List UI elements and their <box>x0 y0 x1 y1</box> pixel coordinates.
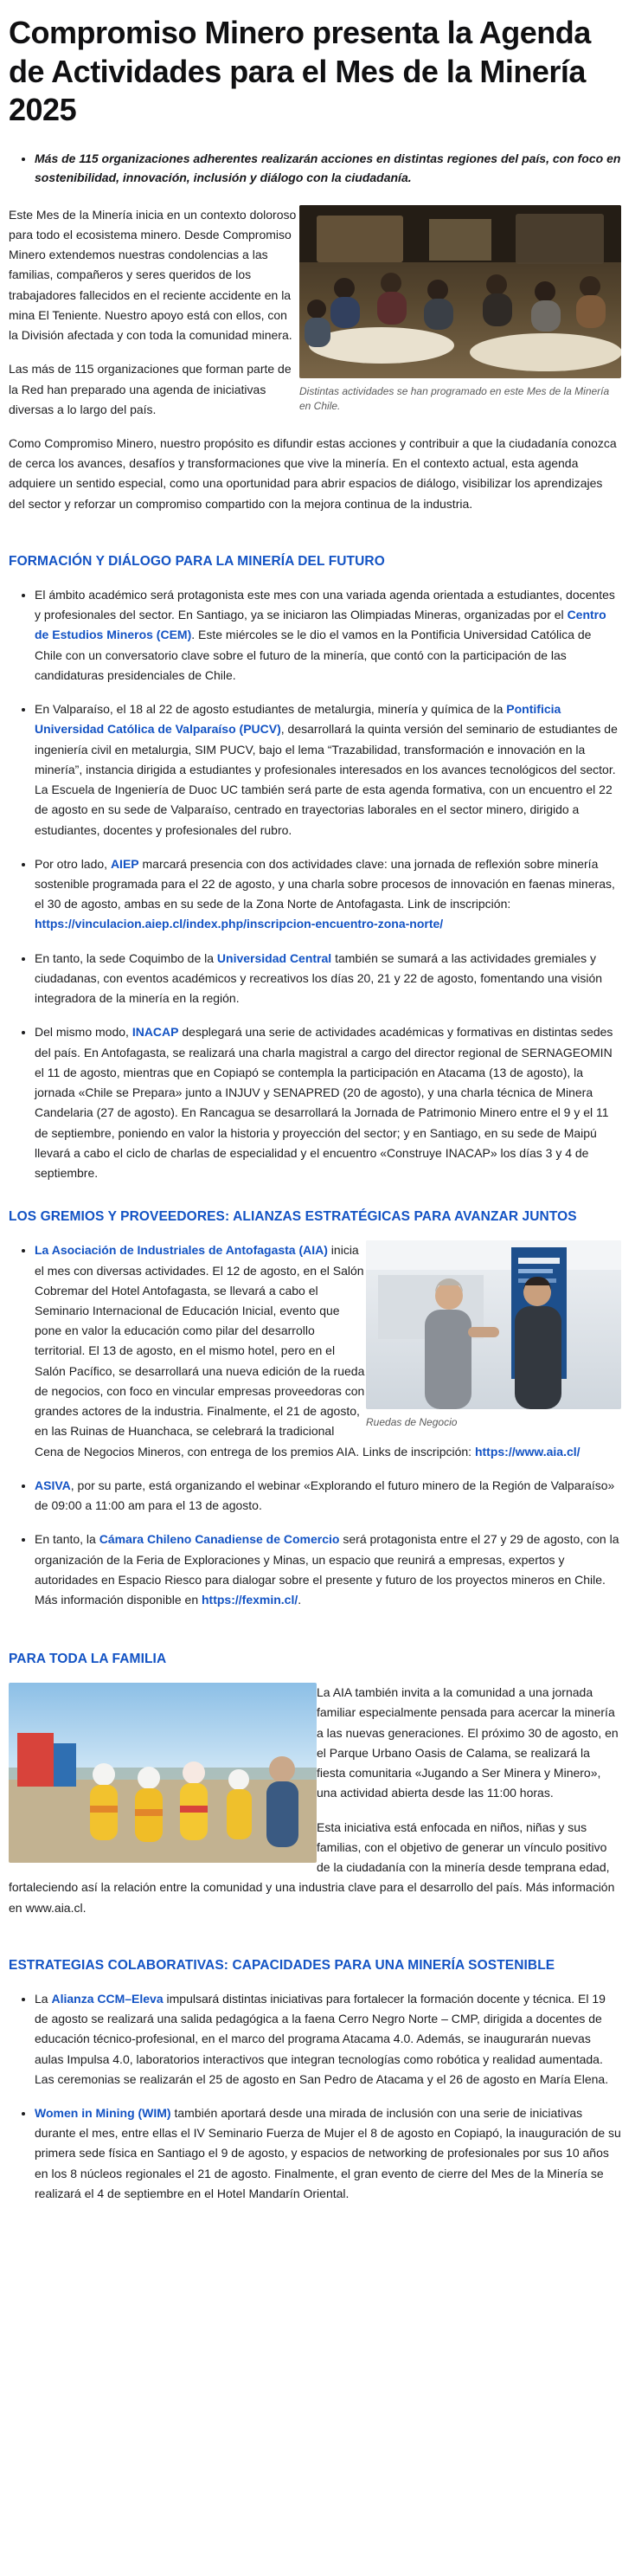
text-segment: marcará presencia con dos actividades clave: una jornada de reflexión sobre minería sostenible programada para el 22 de agosto, y una charla sobre procesos de innovación en faenas mineras, el 30 de agosto, ambas en su sede de la Zona Norte de Antofagasta. Link de inscripción: <box>35 856 615 911</box>
text-segment: En tanto, la <box>35 1532 99 1547</box>
inline-link[interactable]: Universidad Central <box>216 950 332 965</box>
article-title: Compromiso Minero presenta la Agenda de Actividades para el Mes de la Minería 2025 <box>9 15 591 128</box>
text-segment: desplegará una serie de actividades académicas y formativas en distintas sedes del país. En Antofagasta, se realizará una charla magistral a cargo del director regional de SERNAGEOMIN el 11 de agosto, mientras que en Copiapó se contempla la participación en Atacama (13 de agosto), la jornada «Chile se Prepara» junto a INJUV y SENAPRED (20 de agosto), y una charla técnica de Minera Candelaria (27 de agosto). En Rancagua se desarrollará la Jornada de Patrimonio Minero entre el 9 y el 11 de septiembre, poniendo en valor la historia y proyección del sector; y en Santiago, en su sede de Maipú llevará a cabo el ciclo de charlas de especialidad y el encuentro «Construye INACAP» los días 3 y 4 de septiembre. <box>35 1025 613 1181</box>
inline-link[interactable]: https://www.aia.cl/ <box>474 1444 580 1459</box>
intro-paragraph-1: Este Mes de la Minería inicia en un contexto doloroso para todo el ecosistema minero. Desde Compromiso Minero extendemos nuestras condolencias a las familias, compañeros y seres queridos de los trabajadores fallecidos en el reciente accidente en la mina El Teniente. Nuestro apoyo está con ellos, con la División afectada y con toda la comunidad minera. <box>9 207 297 343</box>
inline-link[interactable]: INACAP <box>131 1025 179 1040</box>
inline-link[interactable]: Centro de Estudios Mineros (CEM) <box>35 608 606 642</box>
photo-activities <box>299 205 621 415</box>
photo-ruedas-negocio <box>366 1240 621 1430</box>
section-heading-familia: PARA TODA LA FAMILIA <box>9 1652 167 1667</box>
text-segment: En Valparaíso, el 18 al 22 de agosto estudiantes de metalurgia, minería y química de la <box>35 702 507 717</box>
list-item <box>35 1476 621 1516</box>
list-item <box>35 1989 621 2090</box>
activities-photo-image <box>299 205 621 378</box>
familia-section <box>9 1683 621 1932</box>
inline-link[interactable]: ASIVA <box>35 1478 71 1492</box>
text-segment: La <box>35 1991 52 2006</box>
estrategias-list <box>9 1989 621 2204</box>
lead-list <box>9 149 621 188</box>
familia-photo-image <box>9 1683 317 1863</box>
text-segment: será protagonista entre el 27 y 29 de agosto, con la organización de la Feria de Exploraciones y Minas, un espacio que reunirá a empresas, expertos y autoridades en Espacio Riesco para dialogar sobre el presente y futuro de los proyectos mineros en Chile. Más información disponible en <box>35 1532 619 1607</box>
photo-activities-caption: Distintas actividades se han programado en este Mes de la Minería en Chile. <box>299 384 610 413</box>
lead-bullet: • Más de 115 organizaciones adherentes realizarán acciones en distintas regiones del país, con foco en sostenibilidad, innovación, inclusión y diálogo con la ciudadanía. <box>35 149 621 188</box>
inline-link[interactable]: https://vinculacion.aiep.cl/index.php/inscripcion-encuentro-zona-norte/ <box>35 917 444 931</box>
section-heading-estrategias: ESTRATEGIAS COLABORATIVAS: CAPACIDADES PARA UNA MINERÍA SOSTENIBLE <box>9 1957 555 1973</box>
list-item <box>35 585 621 686</box>
text-segment: Por otro lado, <box>35 856 111 871</box>
text-segment: , desarrollará la quinta versión del seminario de estudiantes de ingeniería civil en metalurgia, SIM PUCV, bajo el lema “Trazabilidad, transformación e innovación en la minería”, instancia dirigida a estudiantes y profesionales interesados en los avances tecnológicos del sector. La Escuela de Ingeniería de Duoc UC también será parte de esta agenda formativa, con un encuentro el 22 de agosto en su sede de Valparaíso, centrado en trayectorias laborales en el sector minero, dirigido a estudiantes, docentes y profesionales del rubro. <box>35 722 618 837</box>
text-segment: En tanto, la sede Coquimbo de la <box>35 950 217 965</box>
ruedas-photo-image <box>366 1240 621 1409</box>
text-segment: , por su parte, está organizando el webinar «Explorando el futuro minero de la Región de Valparaíso» de 09:00 a 11:00 am para el 13 de agosto. <box>35 1478 615 1513</box>
text-segment: . Este miércoles se le dio el vamos en la Pontificia Universidad Católica de Chile con un conversatorio clave sobre el futuro de la minería, que contó con la participación de las candidaturas presidenciales de Chile. <box>35 628 592 682</box>
formacion-list <box>9 585 621 1183</box>
list-item <box>35 1022 621 1183</box>
inline-link[interactable]: https://fexmin.cl/ <box>202 1593 298 1607</box>
list-item <box>35 949 621 1009</box>
inline-link[interactable]: AIEP <box>110 856 139 871</box>
inline-link[interactable]: Alianza CCM–Eleva <box>51 1991 164 2006</box>
text-segment: inicia el mes con diversas actividades. El 12 de agosto, en el Salón Cobremar del Hotel Antofagasta, se llevará a cabo el Seminario Internacional de Educación Inicial, evento que pone en valor la educación como pilar del desarrollo territorial. El 13 de agosto, en el mismo hotel, pero en el Salón Pacífico, se desarrollará una nueva edición de la rueda de negocios, con foco en vincular empresas proveedoras con grandes actores de la industria. Finalmente, el 21 de agosto, en las Ruinas de Huanchaca, se celebrará la tradicional Cena de Negocios Mineros, con entrega de los premios AIA. Links de inscripción: <box>35 1243 475 1459</box>
section-heading-formacion: FORMACIÓN Y DIÁLOGO PARA LA MINERÍA DEL FUTURO <box>9 553 385 569</box>
photo-ruedas-caption: Ruedas de Negocio <box>366 1416 458 1429</box>
text-segment: también se sumará a las actividades gremiales y ciudadanas, con eventos académicos y recreativos los días 20, 21 y 22 de agosto, fomentando una visión integradora de la minería en la región. <box>35 950 603 1006</box>
familia-paragraph-1: La AIA también invita a la comunidad a una jornada familiar especialmente pensada para acercar la minería a las nuevas generaciones. El próximo 30 de agosto, en el Parque Urbano Oasis de Calama, se realizará la fiesta comunitaria «Jugando a Ser Minera y Minero», una actividad abierta desde las 11:00 horas. <box>317 1685 619 1800</box>
intro-paragraph-2: Las más de 115 organizaciones que forman parte de la Red han preparado una agenda de iniciativas diversas a lo largo del país. <box>9 362 292 416</box>
intro-section <box>9 205 621 528</box>
photo-familia <box>9 1683 317 1863</box>
text-segment: Del mismo modo, <box>35 1025 132 1040</box>
list-item <box>35 2103 621 2204</box>
list-item <box>35 699 621 840</box>
familia-paragraph-2: Esta iniciativa está enfocada en niños, niñas y sus familias, con el objetivo de generar un vínculo positivo de la ciudadanía con la minería desde temprana edad, fortaleciendo así la relación entre la comunidad y una industria clave para el desarrollo del país. Más información en www.aia.cl. <box>9 1819 615 1915</box>
text-segment: también aportará desde una mirada de inclusión con una serie de iniciativas durante el mes, entre ellas el IV Seminario Fuerza de Mujer el 8 de agosto en Copiapó, la inauguración de su primera sede física en Santiago el 9 de agosto, y espacios de networking de profesionales por sus 10 años en los 8 núcleos regionales el 21 de agosto. Finalmente, el gran evento de cierre del Mes de la Minería se realizará el 4 de septiembre en el Hotel Mandarín Oriental. <box>35 2106 621 2200</box>
inline-link[interactable]: La Asociación de Industriales de Antofagasta (AIA) <box>35 1243 328 1258</box>
inline-link[interactable]: Women in Mining (WIM) <box>35 2106 171 2120</box>
text-segment: impulsará distintas iniciativas para fortalecer la formación docente y técnica. El 19 de agosto se realizará una salida pedagógica a la faena Cerro Negro Norte – CMP, dirigida a docentes de educación técnico-profesional, en el marco del programa Atacama 4.0. Además, se inaugurarán nuevas aulas Impulsa 4.0, laboratorios interactivos que integran tecnologías como robótica y realidad aumentada. Las ceremonias se realizarán el 25 de agosto en San Pedro de Atacama y el 26 de agosto en María Elena. <box>35 1991 609 2086</box>
intro-paragraph-3: Como Compromiso Minero, nuestro propósito es difundir estas acciones y contribuir a que la ciudadanía conozca de cerca los avances, desafíos y transformaciones que vive la minería. En el contexto actual, esta agenda adquiere un sentido especial, como una oportunidad para abrir espacios de diálogo, visibilizar los aprendizajes del sector y reforzar un compromiso compartido con la mejora continua de la industria. <box>9 436 617 511</box>
inline-link[interactable]: Cámara Chileno Canadiense de Comercio <box>99 1532 340 1547</box>
section-heading-gremios: LOS GREMIOS Y PROVEEDORES: ALIANZAS ESTRATÉGICAS PARA AVANZAR JUNTOS <box>9 1209 577 1225</box>
inline-link[interactable]: Pontificia Universidad Católica de Valparaíso (PUCV) <box>35 702 561 737</box>
list-item <box>35 854 621 935</box>
text-segment: El ámbito académico será protagonista este mes con una variada agenda orientada a estudiantes, docentes y profesionales del sector. En Santiago, ya se iniciaron las Olimpiadas Mineras, organizadas por el <box>35 587 615 622</box>
list-item <box>35 1530 621 1610</box>
text-segment: . <box>298 1593 302 1607</box>
gremios-section <box>9 1240 621 1626</box>
